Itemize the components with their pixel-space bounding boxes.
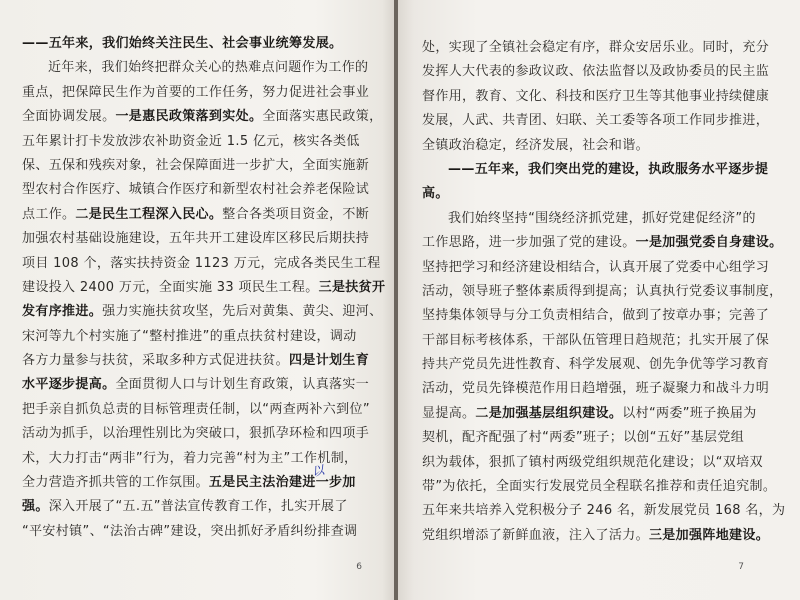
handwritten-mark: 以 [310,462,326,480]
text-line [422,304,784,328]
text-line [22,203,376,227]
left-page [0,0,394,600]
right-page [398,0,800,600]
text-segment: 五年来共培养入党积极分子 246 名，新发展党员 168 名，为 [422,503,786,519]
bold-text-segment: 二是加强基层组织建设。 [475,405,623,421]
text-segment: 重点，把保障民生作为首要的工作任务，努力促进社会事业 [22,84,370,100]
text-line [22,56,376,80]
text-line [422,280,784,304]
text-segment: 全镇政治稳定，经济发展，社会和谐。 [422,137,649,153]
text-line [22,227,376,251]
right-page-text [422,36,784,548]
text-line [22,130,376,154]
text-segment: 深入开展了“五.五”普法宣传教育工作，扎实开展了 [48,499,348,515]
text-segment: 坚持集体领导与分工负责相结合，做到了按章办事；完善了 [422,308,770,324]
text-line [22,349,376,373]
text-segment: 党组织增添了新鲜血液，注入了活力。 [422,527,649,543]
text-line [422,158,784,182]
text-line [422,402,784,426]
text-line [422,36,784,60]
text-line [422,182,784,206]
text-line [422,207,784,231]
text-line [22,300,383,324]
text-line [422,451,784,475]
text-segment: 活动为抓手，以治理性别比为突破口，狠抓孕环检和四项手 [22,426,370,442]
text-line [422,353,784,377]
text-line [22,252,381,276]
text-line [22,276,386,300]
text-segment: 活动，领导班子整体素质得到提高；认真执行党委议事制度， [422,283,783,299]
text-line [422,524,784,548]
text-line [22,398,376,422]
text-segment: 以村“两委”班子换届为 [622,405,757,421]
text-segment: “平安村镇”、“法治古碑”建设，突出抓好矛盾纠纷排查调 [22,523,358,539]
text-line [22,422,376,446]
text-segment: 各方力量参与扶贫，采取多种方式促进扶贫。 [22,353,290,369]
text-segment: 干部目标考核体系，干部队伍管理日趋规范；扎实开展了保 [422,332,770,348]
text-segment: 处，实现了全镇社会稳定有序，群众安居乐业。同时，充分 [422,40,770,55]
text-line [422,329,784,353]
text-line [22,105,383,129]
text-segment: 建设投入 2400 万元，全面实施 33 项民生工程。 [22,279,319,295]
text-segment: 强力实施扶贫攻坚，先后对黄集、黄尖、迎河、 [102,304,383,320]
text-line [422,426,784,450]
text-line [422,377,784,401]
text-line [22,178,376,202]
text-line [422,256,784,280]
text-segment: 五年累计打卡发放涉农补助资金近 1.5 亿元，核实各类低 [22,133,360,149]
text-segment: 显提高。 [422,405,476,421]
text-segment: 宋河等九个村实施了“整村推进”的重点扶贫村建设，调动 [22,328,357,344]
bold-text-segment: 强。 [22,499,49,515]
text-segment: 我们始终坚持“围绕经济抓党建，抓好党建促经济”的 [448,210,756,226]
text-segment: 近年来，我们始终把群众关心的热难点问题作为工作的 [48,60,369,76]
text-line [422,475,784,499]
text-line [422,60,784,84]
text-segment: 发展，人武、共青团、妇联、关工委等各项工作同步推进， [422,113,770,129]
bold-text-segment: 四是计划生育 [289,353,370,369]
text-segment: 保、五保和残疾对象，社会保障面进一步扩大，全面实施新 [22,157,370,173]
text-segment: 带”为依托，全面实行发展党员全程联名推荐和责任追究制。 [422,479,777,495]
text-line [22,520,376,544]
right-page-number: 7 [738,562,744,572]
text-segment: 织为载体，狠抓了镇村两级党组织规范化建设；以“双培双 [422,454,763,470]
bold-text-segment: ——五年来，我们突出党的建设，执政服务水平逐步提 [448,161,769,177]
text-line [422,85,784,109]
text-segment: 把手亲自抓负总责的目标管理责任制，以“两查两补六到位” [22,401,370,417]
text-line [22,495,376,519]
text-segment: 型农村合作医疗、城镇合作医疗和新型农村社会养老保险试 [22,182,370,198]
text-segment: 加强农村基础设施建设，五年共开工建设库区移民后期扶持 [22,231,370,247]
bold-text-segment: 二是民生工程深入民心。 [75,206,223,222]
text-segment: 全面贯彻人口与计划生育政策，认真落实一 [115,377,370,393]
bold-text-segment: 高。 [422,186,449,202]
text-line [22,32,376,56]
bold-text-segment: 五是民主法治建进一步加 [208,475,356,491]
text-segment: 坚持把学习和经济建设相结合，认真开展了党委中心组学习 [422,259,770,275]
text-segment: 项目 108 个，落实扶持资金 1123 万元，完成各类民生工程 [22,255,381,271]
text-segment: 契机，配齐配强了村“两委”班子；以创“五好”基层党组 [422,430,745,446]
bold-text-segment: 一是惠民政策落到实处。 [115,109,263,125]
text-line [422,231,784,255]
text-line [422,109,784,133]
text-line [22,325,376,349]
text-segment: 活动，党员先锋模范作用日趋增强，班子凝聚力和战斗力明 [422,381,770,397]
bold-text-segment: 发有序推进。 [22,304,103,320]
text-line [22,154,376,178]
text-line [422,134,784,158]
text-segment: 持共产党员先进性教育、科学发展观、创先争优等学习教育 [422,357,770,373]
text-segment: 工作思路，进一步加强了党的建设。 [422,235,636,251]
bold-text-segment: 一是加强党委自身建设。 [635,235,783,251]
bold-text-segment: ——五年来，我们始终关注民生、社会事业统筹发展。 [22,36,343,51]
text-segment: 全面协调发展。 [22,109,116,125]
bold-text-segment: 三是扶贫开 [318,279,386,295]
text-segment: 点工作。 [22,206,76,222]
text-segment: 发挥人大代表的参政议政、依法监督以及政协委员的民主监 [422,64,770,80]
text-segment: 督作用，教育、文化、科技和医疗卫生等其他事业持续健康 [422,88,770,104]
text-line [22,81,376,105]
bold-text-segment: 水平逐步提高。 [22,377,116,393]
bold-text-segment: 三是加强阵地建设。 [648,527,770,543]
left-page-number: 6 [356,562,362,572]
text-line [422,499,784,523]
text-segment: 全面落实惠民政策， [262,109,383,125]
text-line [22,373,376,397]
text-segment: 整合各类项目资金，不断 [222,206,370,222]
text-segment: 术，大力打击“两非”行为，着力完善“村为主”工作机制， [22,450,358,466]
text-segment: 全力营造齐抓共管的工作氛围。 [22,475,209,491]
